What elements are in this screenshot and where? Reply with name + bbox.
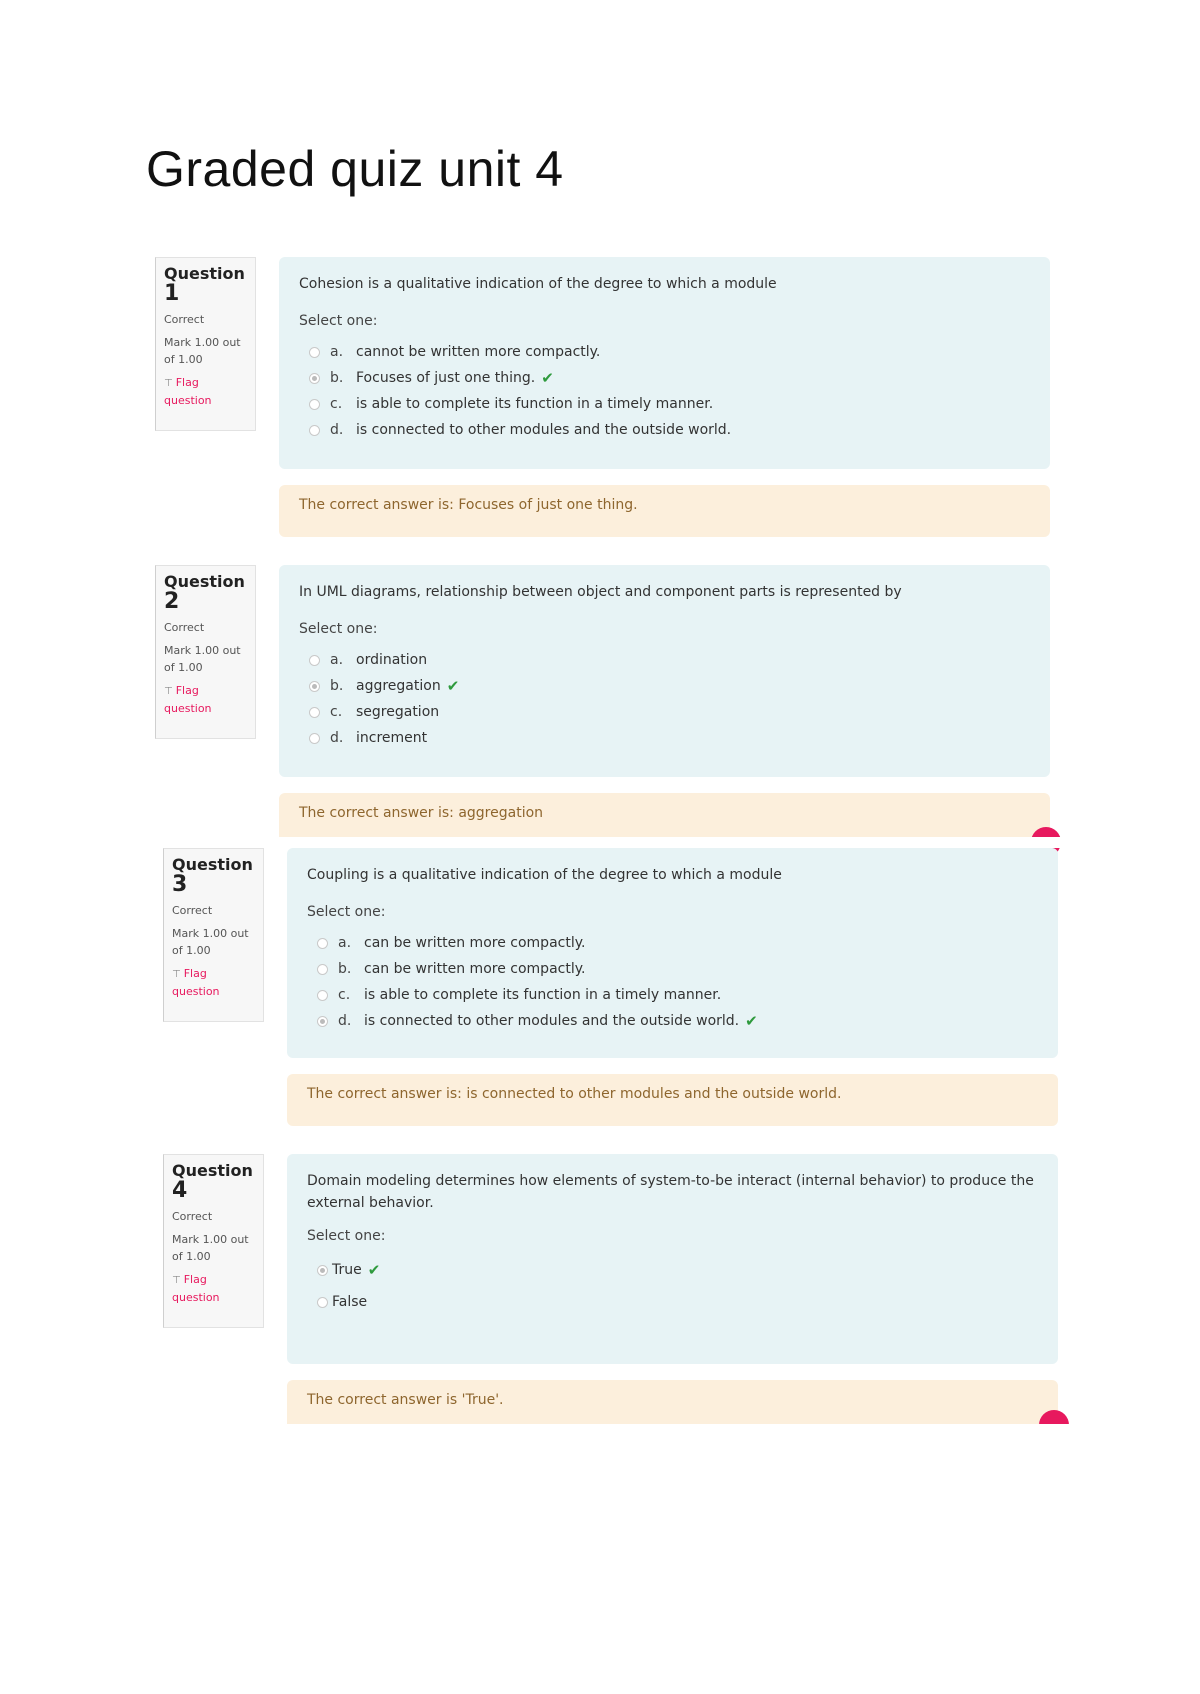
answer-option-false[interactable] [307, 1286, 1038, 1318]
question-label: Question [172, 1161, 253, 1180]
answer-option-b[interactable]: b. aggregation ✔ [299, 673, 1030, 699]
question-3 [163, 848, 1063, 1128]
feedback-text: The correct answer is: is connected to other modules and the outside world. [307, 1086, 842, 1102]
answer-option-c[interactable]: c. segregation [299, 699, 1030, 725]
answer-text: segregation [356, 704, 440, 720]
question-number: 4 [172, 1178, 188, 1203]
answer-option-c[interactable]: c. is able to complete its function in a timely manner. [307, 982, 1038, 1008]
question-number: 3 [172, 872, 188, 897]
select-one-prompt: Select one: [299, 621, 378, 637]
radio-button[interactable] [309, 399, 320, 410]
answer-text: ordination [356, 652, 428, 668]
radio-button[interactable] [309, 733, 320, 744]
radio-button[interactable] [309, 707, 320, 718]
radio-button[interactable] [317, 990, 328, 1001]
question-info [163, 848, 264, 1022]
radio-button[interactable] [309, 425, 320, 436]
select-one-prompt: Select one: [307, 904, 386, 920]
answer-option-b[interactable]: b. can be written more compactly. [307, 956, 1038, 982]
answer-text: True [332, 1262, 362, 1278]
question-state: Correct [172, 1210, 213, 1223]
question-grade: Mark 1.00 out of 1.00 [164, 336, 241, 366]
crop-mask [0, 1424, 1200, 1694]
answer-text: is connected to other modules and the outside world. [364, 1013, 740, 1029]
question-content [287, 1154, 1058, 1364]
question-grade: Mark 1.00 out of 1.00 [164, 644, 241, 674]
answer-options [307, 1254, 1038, 1318]
answer-option-true[interactable] [307, 1254, 1038, 1286]
select-one-prompt: Select one: [307, 1228, 386, 1244]
question-state: Correct [164, 621, 205, 634]
crop-mask [0, 837, 1200, 848]
feedback-box [287, 1380, 1058, 1424]
select-one-prompt: Select one: [299, 313, 378, 329]
feedback-text: The correct answer is: Focuses of just one thing. [299, 497, 638, 513]
feedback-box [279, 793, 1050, 837]
question-number: 1 [164, 281, 180, 306]
checkmark-icon: ✔ [541, 369, 554, 387]
radio-button[interactable] [317, 964, 328, 975]
flag-icon: ⊤ [172, 969, 181, 980]
question-2 [155, 565, 1055, 837]
flag-question-link[interactable]: ⊤ Flag question [172, 1273, 220, 1304]
question-text: In UML diagrams, relationship between object and component parts is represented by [299, 584, 902, 600]
answer-option-c[interactable]: c. is able to complete its function in a timely manner. [299, 391, 1030, 417]
answer-text: increment [356, 730, 428, 746]
question-content [287, 848, 1058, 1058]
answer-text: cannot be written more compactly. [356, 344, 601, 360]
answer-text: Focuses of just one thing. [356, 370, 536, 386]
radio-button-selected[interactable] [309, 681, 320, 692]
flag-icon: ⊤ [172, 1275, 181, 1286]
question-grade: Mark 1.00 out of 1.00 [172, 927, 249, 957]
question-label: Question [164, 572, 245, 591]
question-grade: Mark 1.00 out of 1.00 [172, 1233, 249, 1263]
answer-option-d[interactable]: d. is connected to other modules and the outside world. [299, 417, 1030, 443]
flag-question-link[interactable]: ⊤ Flag question [172, 967, 220, 998]
flag-icon: ⊤ [164, 686, 173, 697]
answer-text: is able to complete its function in a timely manner. [356, 396, 714, 412]
question-info [163, 1154, 264, 1328]
feedback-text: The correct answer is: aggregation [299, 805, 544, 821]
answer-text: can be written more compactly. [364, 961, 586, 977]
radio-button-selected[interactable] [317, 1016, 328, 1027]
question-label: Question [172, 855, 253, 874]
radio-button-selected[interactable] [317, 1265, 328, 1276]
question-4 [163, 1154, 1063, 1424]
answer-options [299, 647, 1030, 751]
checkmark-icon: ✔ [745, 1012, 758, 1030]
question-content [279, 257, 1050, 469]
answer-option-a[interactable]: a. ordination [299, 647, 1030, 673]
answer-option-a[interactable]: a. cannot be written more compactly. [299, 339, 1030, 365]
question-info [155, 257, 256, 431]
checkmark-icon: ✔ [367, 1261, 381, 1279]
question-content [279, 565, 1050, 777]
radio-button[interactable] [309, 655, 320, 666]
question-text: Coupling is a qualitative indication of the degree to which a module [307, 867, 782, 883]
answer-option-d[interactable]: d. increment [299, 725, 1030, 751]
flag-icon: ⊤ [164, 378, 173, 389]
question-text: Domain modeling determines how elements of system-to-be interact (internal behavior) to produce the external behavior. [307, 1173, 1034, 1211]
question-label: Question [164, 264, 245, 283]
radio-button[interactable] [309, 347, 320, 358]
answer-options [299, 339, 1030, 443]
question-1 [155, 257, 1055, 537]
question-info [155, 565, 256, 739]
answer-text: False [332, 1294, 368, 1310]
answer-text: can be written more compactly. [364, 935, 586, 951]
answer-options [307, 930, 1038, 1034]
flag-question-link[interactable]: ⊤ Flag question [164, 684, 212, 715]
checkmark-icon: ✔ [446, 677, 460, 695]
question-state: Correct [172, 904, 213, 917]
question-number: 2 [164, 589, 180, 614]
answer-option-b[interactable]: b. Focuses of just one thing. ✔ [299, 365, 1030, 391]
feedback-box [287, 1074, 1058, 1126]
flag-question-link[interactable]: ⊤ Flag question [164, 376, 212, 407]
radio-button[interactable] [317, 938, 328, 949]
answer-option-a[interactable]: a. can be written more compactly. [307, 930, 1038, 956]
question-text: Cohesion is a qualitative indication of the degree to which a module [299, 276, 777, 292]
answer-text: is connected to other modules and the outside world. [356, 422, 732, 438]
feedback-box [279, 485, 1050, 537]
radio-button-selected[interactable] [309, 373, 320, 384]
radio-button[interactable] [317, 1297, 328, 1308]
question-state: Correct [164, 313, 205, 326]
document-title: Graded quiz unit 4 [146, 141, 564, 197]
answer-option-d[interactable]: d. is connected to other modules and the outside world. ✔ [307, 1008, 1038, 1034]
answer-text: aggregation [356, 678, 441, 694]
answer-text: is able to complete its function in a timely manner. [364, 987, 722, 1003]
feedback-text: The correct answer is 'True'. [307, 1392, 504, 1408]
